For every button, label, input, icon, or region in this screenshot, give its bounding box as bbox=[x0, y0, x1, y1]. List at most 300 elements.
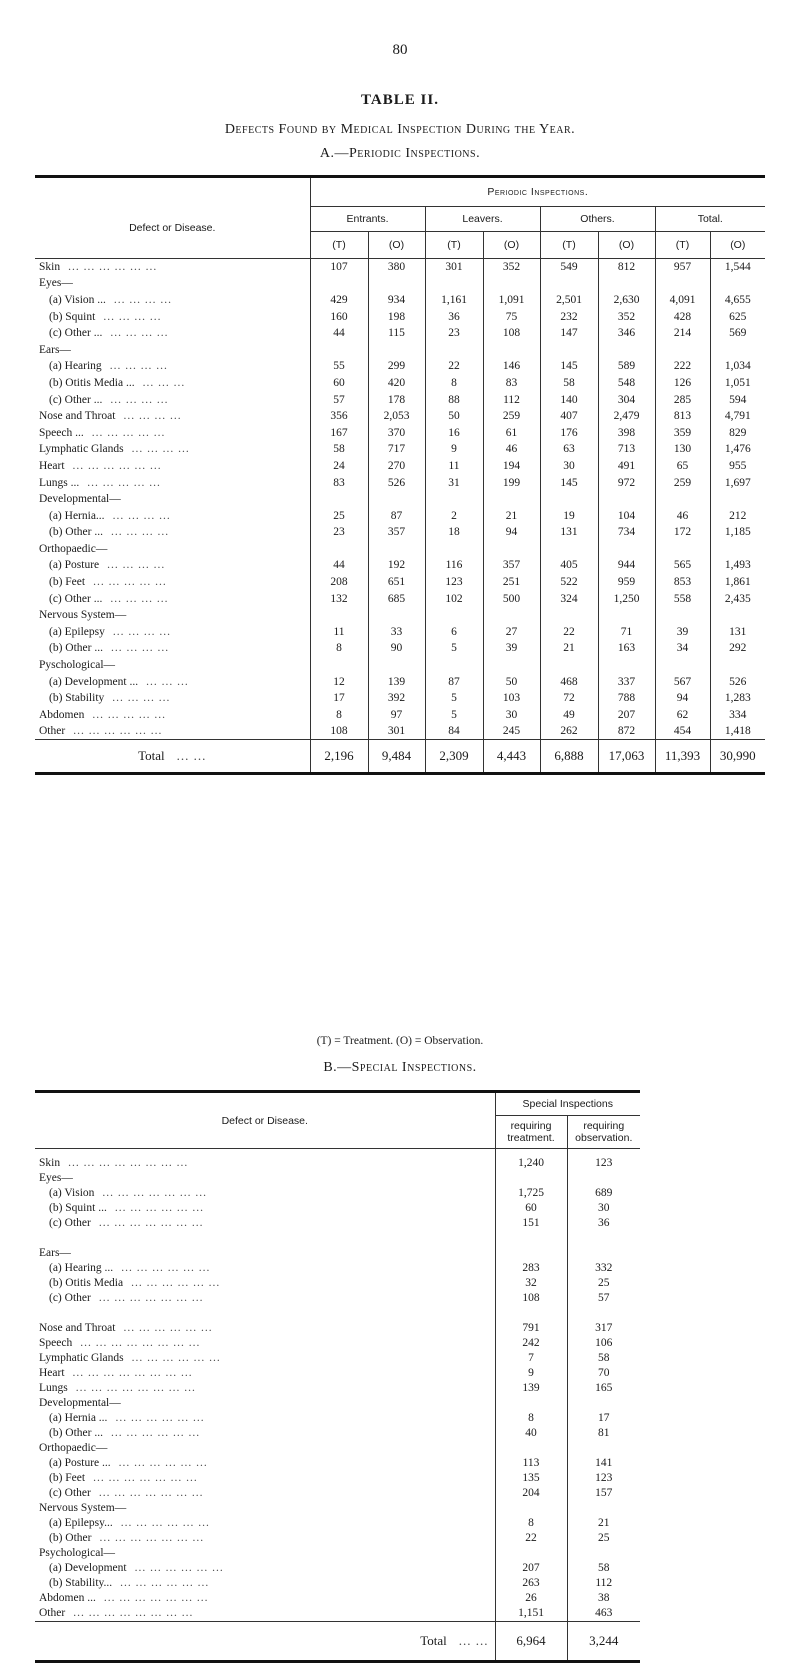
cell-value: 50 bbox=[425, 408, 483, 425]
cell-value: 468 bbox=[540, 673, 598, 690]
cell-value: 262 bbox=[540, 723, 598, 740]
cell-value: 214 bbox=[655, 325, 710, 342]
table-row bbox=[35, 391, 765, 408]
table-row bbox=[35, 1336, 640, 1351]
cell-value: 94 bbox=[483, 524, 540, 541]
table-row bbox=[35, 1561, 640, 1576]
cell-value: 4,091 bbox=[655, 292, 710, 309]
row-label bbox=[35, 1531, 495, 1546]
table-row bbox=[35, 590, 765, 607]
table-row bbox=[35, 1531, 640, 1546]
cell-value bbox=[483, 541, 540, 558]
cell-value: 70 bbox=[598, 1367, 610, 1379]
total-value: 11,393 bbox=[655, 740, 710, 774]
leader-dots: ... ... ... ... bbox=[110, 327, 169, 340]
cell-value: 21 bbox=[483, 507, 540, 524]
cell-value bbox=[567, 1306, 640, 1321]
cell-value: 1,161 bbox=[425, 292, 483, 309]
row-label bbox=[35, 1276, 495, 1291]
leader-dots: ... ... ... ... bbox=[113, 293, 173, 306]
cell-value: 102 bbox=[425, 590, 483, 607]
cell-value: 317 bbox=[595, 1322, 613, 1334]
cell-value: 589 bbox=[598, 358, 655, 375]
cell-value bbox=[425, 541, 483, 558]
cell-value bbox=[655, 541, 710, 558]
row-label-text: Developmental— bbox=[39, 493, 121, 506]
table-row bbox=[35, 707, 765, 724]
row-label-text: Heart bbox=[39, 459, 65, 472]
row-label bbox=[35, 1351, 495, 1366]
cell-value: 8 bbox=[310, 640, 368, 657]
row-label bbox=[35, 1291, 495, 1306]
cell-value: 72 bbox=[540, 690, 598, 707]
cell-value: 359 bbox=[655, 424, 710, 441]
leader-dots: ... ... ... bbox=[142, 376, 186, 389]
cell-value bbox=[425, 341, 483, 358]
cell-value: 829 bbox=[729, 426, 747, 439]
cell-value: 569 bbox=[729, 327, 747, 340]
cell-value: 49 bbox=[540, 707, 598, 724]
cell-value: 567 bbox=[655, 673, 710, 690]
legend-note: (T) = Treatment. (O) = Observation. bbox=[316, 1035, 484, 1047]
row-label bbox=[35, 673, 310, 690]
row-label-text: Other bbox=[39, 1607, 66, 1619]
table-row bbox=[35, 1291, 640, 1306]
cell-value bbox=[495, 1306, 567, 1321]
cell-value: 46 bbox=[655, 507, 710, 524]
row-label bbox=[35, 1411, 495, 1426]
row-label-text: Speech bbox=[39, 1337, 73, 1349]
cell-value bbox=[540, 275, 598, 292]
cell-value: 116 bbox=[425, 557, 483, 574]
cell-value: 8 bbox=[310, 707, 368, 724]
row-label bbox=[35, 458, 310, 475]
special-table-body bbox=[35, 1149, 640, 1662]
leader-dots: ... ... ... ... ... ... ... ... bbox=[68, 1157, 189, 1169]
leader-dots: ... ... ... ... bbox=[110, 526, 170, 539]
cell-value: 21 bbox=[540, 640, 598, 657]
row-label-text: (a) Development ... bbox=[49, 675, 139, 688]
cell-value: 204 bbox=[495, 1486, 567, 1501]
cell-value: 194 bbox=[483, 458, 540, 475]
leader-dots: ... ... ... ... ... ... ... bbox=[98, 1292, 204, 1304]
cell-value bbox=[425, 491, 483, 508]
row-label-text: (b) Stability... bbox=[49, 1577, 113, 1589]
cell-value: 25 bbox=[598, 1532, 610, 1544]
row-label-text: (c) Other bbox=[49, 1487, 91, 1499]
row-label bbox=[35, 308, 310, 325]
table-row bbox=[35, 524, 765, 541]
cell-value: 176 bbox=[540, 424, 598, 441]
table-row bbox=[35, 657, 765, 674]
table-row bbox=[35, 441, 765, 458]
cell-value: 146 bbox=[483, 358, 540, 375]
row-label bbox=[35, 624, 310, 641]
leader-dots: ... ... ... ... ... ... bbox=[134, 1562, 224, 1574]
cell-value: 9 bbox=[495, 1366, 567, 1381]
cell-value: 324 bbox=[540, 590, 598, 607]
cell-value: 145 bbox=[540, 474, 598, 491]
cell-value: 19 bbox=[540, 507, 598, 524]
cell-value: 212 bbox=[729, 509, 747, 522]
cell-value: 208 bbox=[310, 574, 368, 591]
cell-value: 548 bbox=[598, 375, 655, 392]
row-label bbox=[35, 391, 310, 408]
cell-value: 139 bbox=[368, 673, 425, 690]
cell-value: 25 bbox=[310, 507, 368, 524]
leader-dots: ... ... ... ... ... bbox=[87, 476, 161, 489]
cell-value: 139 bbox=[495, 1381, 567, 1396]
table-row bbox=[35, 541, 765, 558]
cell-value: 270 bbox=[368, 458, 425, 475]
table-title: TABLE II. bbox=[361, 92, 439, 108]
cell-value: 2,501 bbox=[540, 292, 598, 309]
cell-value: 8 bbox=[495, 1516, 567, 1531]
row-label-text: (c) Other ... bbox=[49, 393, 103, 406]
table-row bbox=[35, 690, 765, 707]
row-label bbox=[35, 1606, 495, 1622]
cell-value: 1,697 bbox=[724, 476, 751, 489]
cell-value bbox=[425, 657, 483, 674]
cell-value: 565 bbox=[655, 557, 710, 574]
row-label-text: Nervous System— bbox=[39, 1502, 127, 1514]
cell-value: 34 bbox=[655, 640, 710, 657]
cell-value bbox=[540, 607, 598, 624]
cell-value: 788 bbox=[598, 690, 655, 707]
row-label-text: (a) Vision ... bbox=[49, 293, 106, 306]
row-label-text: (a) Epilepsy bbox=[49, 625, 105, 638]
cell-value: 39 bbox=[655, 624, 710, 641]
cell-value bbox=[310, 275, 368, 292]
cell-value bbox=[567, 1246, 640, 1261]
cell-value bbox=[540, 491, 598, 508]
cell-value: 25 bbox=[598, 1277, 610, 1289]
cell-value: 131 bbox=[540, 524, 598, 541]
cell-value bbox=[598, 607, 655, 624]
sub-t: (T) bbox=[310, 232, 368, 259]
row-label-text: Skin bbox=[39, 261, 61, 274]
row-label bbox=[35, 474, 310, 491]
table-row bbox=[35, 1591, 640, 1606]
periodic-group-header: Periodic Inspections. bbox=[310, 177, 765, 207]
cell-value: 22 bbox=[425, 358, 483, 375]
cell-value: 872 bbox=[598, 723, 655, 740]
leader-dots: ... ... bbox=[458, 1633, 489, 1648]
cell-value: 30 bbox=[540, 458, 598, 475]
cell-value: 356 bbox=[310, 408, 368, 425]
row-label bbox=[35, 723, 310, 740]
cell-value: 126 bbox=[655, 375, 710, 392]
cell-value: 370 bbox=[368, 424, 425, 441]
row-label-text: (b) Other ... bbox=[49, 526, 103, 539]
leader-dots: ... ... ... ... bbox=[110, 592, 169, 605]
periodic-table-body bbox=[35, 259, 765, 774]
cell-value bbox=[567, 1396, 640, 1411]
leader-dots: ... ... ... ... ... ... bbox=[72, 459, 162, 472]
cell-value bbox=[655, 607, 710, 624]
cell-value: 113 bbox=[495, 1456, 567, 1471]
cell-value: 140 bbox=[540, 391, 598, 408]
row-label-text: Abdomen ... bbox=[39, 1592, 96, 1604]
cell-value: 60 bbox=[495, 1201, 567, 1216]
leader-dots: ... ... ... ... ... ... ... bbox=[102, 1187, 208, 1199]
cell-value bbox=[710, 491, 765, 508]
cell-value: 36 bbox=[425, 308, 483, 325]
sub-t: (T) bbox=[540, 232, 598, 259]
leader-dots: ... ... ... ... bbox=[110, 393, 169, 406]
cell-value: 131 bbox=[729, 625, 747, 638]
table-row bbox=[35, 607, 765, 624]
row-label bbox=[35, 408, 310, 425]
table-row bbox=[35, 1261, 640, 1276]
cell-value: 299 bbox=[368, 358, 425, 375]
cell-value: 123 bbox=[595, 1157, 613, 1169]
cell-value bbox=[368, 607, 425, 624]
row-label bbox=[35, 1231, 495, 1246]
group-total: Total. bbox=[655, 207, 765, 232]
cell-value: 178 bbox=[368, 391, 425, 408]
row-label-text: (c) Other ... bbox=[49, 327, 103, 340]
cell-value: 944 bbox=[598, 557, 655, 574]
cell-value: 62 bbox=[655, 707, 710, 724]
cell-value: 84 bbox=[425, 723, 483, 740]
cell-value: 4,655 bbox=[724, 293, 751, 306]
cell-value: 405 bbox=[540, 557, 598, 574]
row-label-text: Speech ... bbox=[39, 426, 84, 439]
cell-value: 18 bbox=[425, 524, 483, 541]
total-label bbox=[35, 740, 310, 774]
cell-value: 2,630 bbox=[598, 292, 655, 309]
cell-value: 4,791 bbox=[724, 410, 751, 423]
leader-dots: ... ... ... ... bbox=[123, 410, 182, 423]
cell-value: 717 bbox=[368, 441, 425, 458]
leader-dots: ... ... ... ... ... ... bbox=[115, 1412, 205, 1424]
row-label bbox=[35, 1306, 495, 1321]
cell-value: 207 bbox=[495, 1561, 567, 1576]
cell-value: 81 bbox=[598, 1427, 610, 1439]
cell-value bbox=[598, 341, 655, 358]
cell-value: 1,051 bbox=[724, 376, 751, 389]
row-label-text: (b) Squint ... bbox=[49, 1202, 107, 1214]
cell-value: 55 bbox=[310, 358, 368, 375]
cell-value: 103 bbox=[483, 690, 540, 707]
cell-value: 2,435 bbox=[724, 592, 751, 605]
cell-value: 58 bbox=[598, 1562, 610, 1574]
table-row bbox=[35, 1171, 640, 1186]
row-label-text: (a) Posture bbox=[49, 559, 100, 572]
cell-value: 491 bbox=[598, 458, 655, 475]
cell-value bbox=[540, 341, 598, 358]
cell-value: 151 bbox=[495, 1216, 567, 1231]
row-label bbox=[35, 292, 310, 309]
row-label-text: (a) Hearing bbox=[49, 360, 102, 373]
cell-value bbox=[483, 275, 540, 292]
row-label bbox=[35, 358, 310, 375]
cell-value: 58 bbox=[598, 1352, 610, 1364]
leader-dots: ... ... ... ... ... ... ... bbox=[99, 1532, 205, 1544]
cell-value bbox=[567, 1546, 640, 1561]
cell-value: 1,151 bbox=[495, 1606, 567, 1622]
row-label bbox=[35, 1426, 495, 1441]
table-row bbox=[35, 1516, 640, 1531]
row-label bbox=[35, 640, 310, 657]
cell-value bbox=[540, 541, 598, 558]
row-label-text: Skin bbox=[39, 1157, 61, 1169]
cell-value: 594 bbox=[729, 393, 747, 406]
cell-value: 251 bbox=[483, 574, 540, 591]
row-label bbox=[35, 375, 310, 392]
table-row bbox=[35, 624, 765, 641]
cell-value: 222 bbox=[655, 358, 710, 375]
cell-value: 398 bbox=[598, 424, 655, 441]
cell-value bbox=[310, 491, 368, 508]
cell-value: 26 bbox=[495, 1591, 567, 1606]
cell-value: 285 bbox=[655, 391, 710, 408]
cell-value: 813 bbox=[655, 408, 710, 425]
row-label bbox=[35, 1171, 495, 1186]
cell-value: 46 bbox=[483, 441, 540, 458]
table-row bbox=[35, 673, 765, 690]
cell-value: 1,034 bbox=[724, 360, 751, 373]
total-row bbox=[35, 740, 765, 774]
row-label-text: Nervous System— bbox=[39, 609, 127, 622]
cell-value bbox=[495, 1246, 567, 1261]
cell-value: 123 bbox=[595, 1472, 613, 1484]
table-row bbox=[35, 1441, 640, 1456]
cell-value: 346 bbox=[598, 325, 655, 342]
total-label-text: Total bbox=[138, 748, 165, 764]
cell-value: 713 bbox=[598, 441, 655, 458]
cell-value bbox=[495, 1231, 567, 1246]
periodic-inspections-table bbox=[35, 175, 765, 775]
cell-value: 112 bbox=[483, 391, 540, 408]
cell-value: 23 bbox=[310, 524, 368, 541]
table-row bbox=[35, 1606, 640, 1622]
total-value: 2,309 bbox=[425, 740, 483, 774]
table-row bbox=[35, 1501, 640, 1516]
cell-value: 97 bbox=[368, 707, 425, 724]
cell-value: 22 bbox=[540, 624, 598, 641]
row-label-text: (c) Other bbox=[49, 1217, 91, 1229]
cell-value: 44 bbox=[310, 557, 368, 574]
cell-value bbox=[310, 607, 368, 624]
leader-dots: ... ... ... ... bbox=[103, 310, 162, 323]
cell-value: 549 bbox=[540, 259, 598, 276]
cell-value: 959 bbox=[598, 574, 655, 591]
cell-value bbox=[368, 341, 425, 358]
cell-value: 651 bbox=[368, 574, 425, 591]
leader-dots: ... ... ... ... ... ... bbox=[120, 1577, 210, 1589]
row-label bbox=[35, 1501, 495, 1516]
total-value: 9,484 bbox=[368, 740, 425, 774]
cell-value: 50 bbox=[483, 673, 540, 690]
cell-value bbox=[655, 491, 710, 508]
row-label bbox=[35, 1201, 495, 1216]
cell-value: 192 bbox=[368, 557, 425, 574]
row-label-text: Orthopaedic— bbox=[39, 542, 108, 555]
row-label-text: Lymphatic Glands bbox=[39, 1352, 124, 1364]
cell-value bbox=[310, 541, 368, 558]
row-label bbox=[35, 1216, 495, 1231]
cell-value bbox=[710, 541, 765, 558]
row-label bbox=[35, 607, 310, 624]
cell-value: 242 bbox=[495, 1336, 567, 1351]
row-label-text: Lymphatic Glands bbox=[39, 443, 124, 456]
cell-value: 259 bbox=[655, 474, 710, 491]
section-b-title: B.—Special Inspections. bbox=[323, 1060, 477, 1075]
cell-value: 65 bbox=[655, 458, 710, 475]
table-row bbox=[35, 507, 765, 524]
table-row bbox=[35, 1426, 640, 1441]
cell-value: 689 bbox=[595, 1187, 613, 1199]
row-label-text: Eyes— bbox=[39, 277, 73, 290]
row-label-text: (c) Other bbox=[49, 1292, 91, 1304]
row-label-text: Abdomen bbox=[39, 708, 85, 721]
row-label-text: (b) Stability bbox=[49, 692, 105, 705]
leader-dots: ... ... ... ... ... ... ... bbox=[103, 1592, 209, 1604]
leader-dots: ... ... ... ... bbox=[107, 559, 166, 572]
table-row bbox=[35, 1321, 640, 1336]
row-label bbox=[35, 541, 310, 558]
cell-value: 60 bbox=[310, 375, 368, 392]
cell-value: 198 bbox=[368, 308, 425, 325]
cell-value bbox=[483, 341, 540, 358]
row-label bbox=[35, 1396, 495, 1411]
leader-dots: ... ... ... ... ... bbox=[91, 426, 166, 439]
row-label bbox=[35, 557, 310, 574]
row-label-text: Other bbox=[39, 725, 66, 738]
cell-value: 263 bbox=[495, 1576, 567, 1591]
cell-value: 167 bbox=[310, 424, 368, 441]
cell-value: 428 bbox=[655, 308, 710, 325]
section-a-title: A.—Periodic Inspections. bbox=[319, 146, 481, 161]
cell-value bbox=[483, 607, 540, 624]
leader-dots: ... ... ... ... ... ... ... ... bbox=[75, 1382, 196, 1394]
leader-dots: ... ... ... ... ... ... ... ... bbox=[73, 1607, 194, 1619]
table-row bbox=[35, 408, 765, 425]
cell-value bbox=[310, 657, 368, 674]
cell-value: 87 bbox=[425, 673, 483, 690]
cell-value: 11 bbox=[310, 624, 368, 641]
total-value: 4,443 bbox=[483, 740, 540, 774]
cell-value: 337 bbox=[598, 673, 655, 690]
row-label bbox=[35, 1246, 495, 1261]
cell-value: 522 bbox=[540, 574, 598, 591]
cell-value: 16 bbox=[425, 424, 483, 441]
cell-value: 259 bbox=[483, 408, 540, 425]
cell-value: 972 bbox=[598, 474, 655, 491]
table-row bbox=[35, 1486, 640, 1501]
cell-value: 1,418 bbox=[724, 725, 751, 738]
cell-value: 1,091 bbox=[483, 292, 540, 309]
cell-value: 57 bbox=[310, 391, 368, 408]
row-label bbox=[35, 1561, 495, 1576]
row-label bbox=[35, 1321, 495, 1336]
cell-value: 5 bbox=[425, 690, 483, 707]
table-subtitle: Defects Found by Medical Inspection During the Year. bbox=[224, 122, 576, 137]
cell-value: 791 bbox=[495, 1321, 567, 1336]
cell-value: 625 bbox=[729, 310, 747, 323]
cell-value bbox=[495, 1441, 567, 1456]
cell-value: 130 bbox=[655, 441, 710, 458]
cell-value: 1,493 bbox=[724, 559, 751, 572]
cell-value: 104 bbox=[598, 507, 655, 524]
cell-value: 1,861 bbox=[724, 576, 751, 589]
cell-value: 123 bbox=[425, 574, 483, 591]
cell-value: 199 bbox=[483, 474, 540, 491]
table-row bbox=[35, 1471, 640, 1486]
cell-value: 44 bbox=[310, 325, 368, 342]
